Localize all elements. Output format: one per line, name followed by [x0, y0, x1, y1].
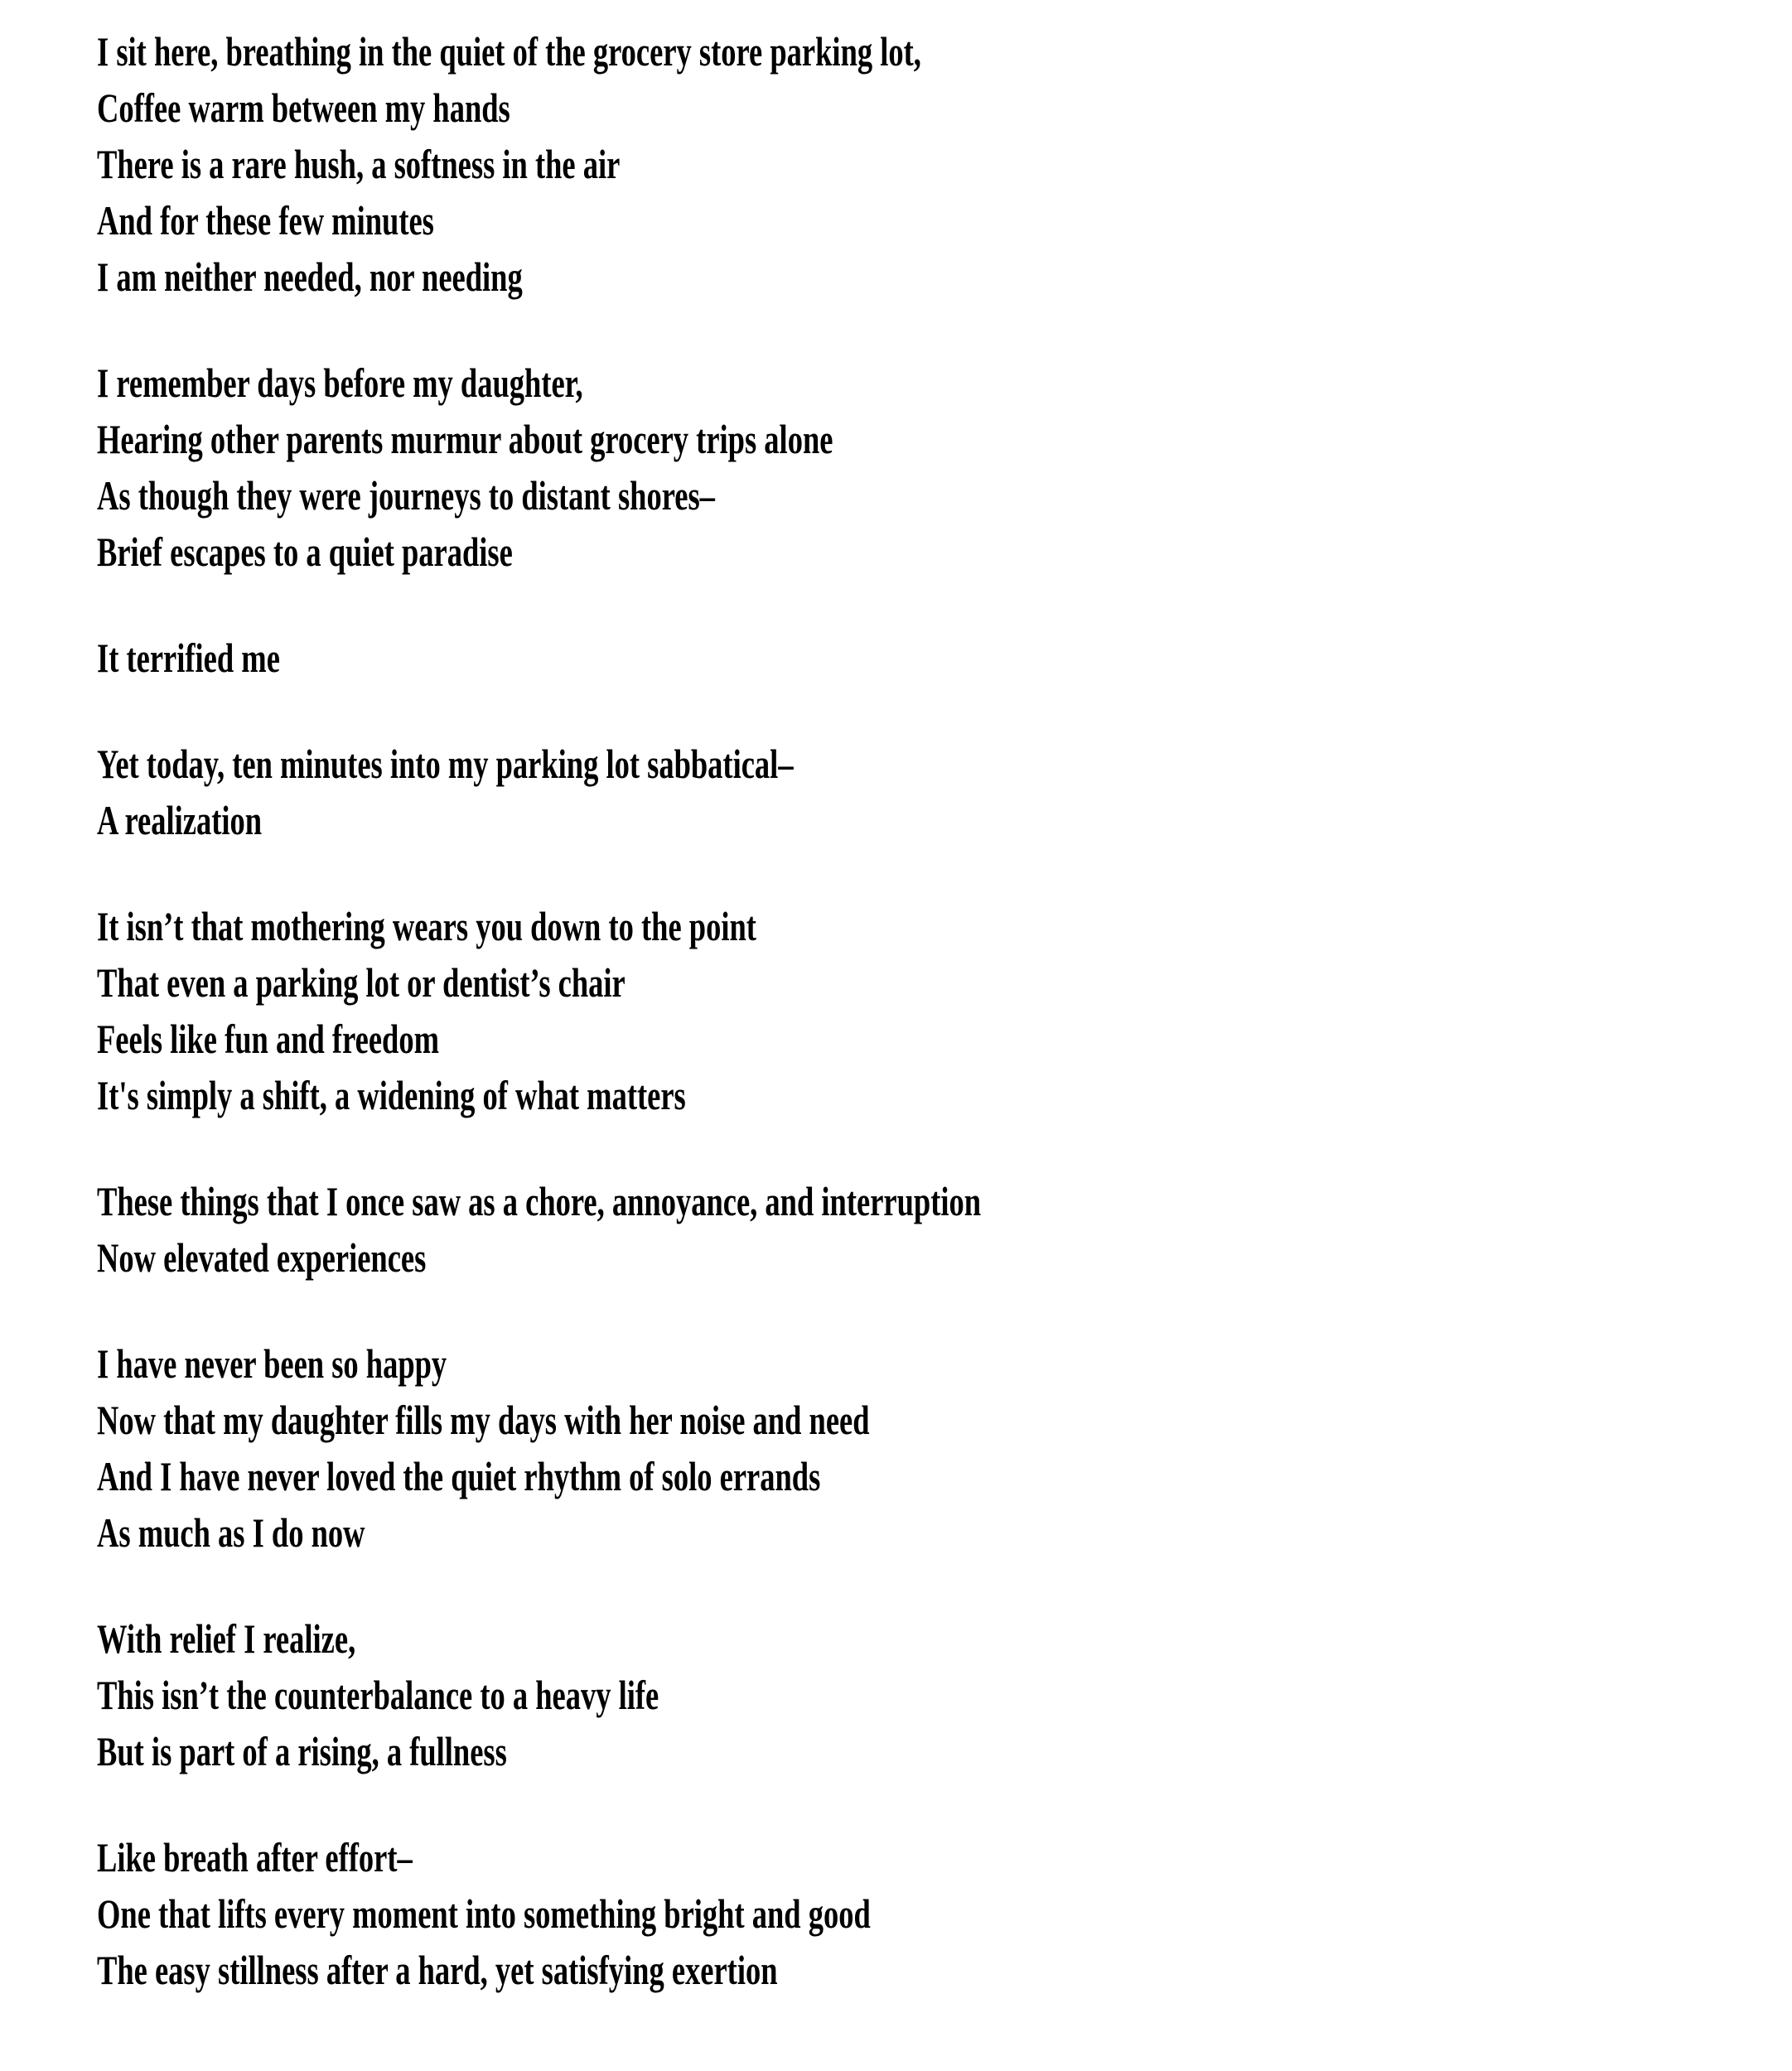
poem-line: Now that my daughter fills my days with her noise and need: [97, 1397, 870, 1443]
stanza: [97, 23, 981, 305]
poem-line: There is a rare hush, a softness in the air: [97, 141, 621, 187]
poem-line: And I have never loved the quiet rhythm of solo errands: [97, 1453, 821, 1499]
poem-line: But is part of a rising, a fullness: [97, 1728, 507, 1774]
poem-line: It isn’t that mothering wears you down to the point: [97, 903, 756, 949]
poem-line: Like breath after effort–: [97, 1834, 413, 1880]
poem-line: These things that I once saw as a chore, annoyance, and interruption: [97, 1178, 982, 1224]
stanza: [97, 1829, 981, 1998]
poem-line: As though they were journeys to distant shores–: [97, 472, 715, 519]
poem-line: That even a parking lot or dentist’s chair: [97, 959, 626, 1006]
poem-line: The easy stillness after a hard, yet satisfying exertion: [97, 1947, 778, 1993]
poem-line: Hearing other parents murmur about grocery trips alone: [97, 416, 833, 462]
poem-line: With relief I realize,: [97, 1615, 356, 1662]
poem-line: I sit here, breathing in the quiet of the grocery store parking lot,: [97, 28, 921, 75]
stanza: [97, 736, 981, 848]
poem-line: This isn’t the counterbalance to a heavy life: [97, 1672, 659, 1718]
poem-line: I have never been so happy: [97, 1340, 447, 1387]
poem-line: It's simply a shift, a widening of what matters: [97, 1072, 686, 1118]
poem-line: Brief escapes to a quiet paradise: [97, 529, 513, 575]
poem-line: Now elevated experiences: [97, 1234, 427, 1281]
poem-line: Feels like fun and freedom: [97, 1016, 439, 1062]
poem-line: And for these few minutes: [97, 197, 434, 244]
poem-line: I am neither needed, nor needing: [97, 253, 523, 300]
stanza: [97, 898, 981, 1123]
stanza: [97, 1610, 981, 1779]
stanza: [97, 355, 981, 580]
stanza: [97, 630, 981, 686]
poem-line: One that lifts every moment into something bright and good: [97, 1890, 871, 1937]
poem-line: As much as I do now: [97, 1509, 365, 1556]
poem-line: I remember days before my daughter,: [97, 360, 583, 406]
stanza: [97, 1335, 981, 1561]
poem-line: Coffee warm between my hands: [97, 84, 510, 131]
poem-line: A realization: [97, 797, 263, 843]
stanza: [97, 1173, 981, 1286]
poem-line: It terrified me: [97, 635, 280, 681]
poem-text: [97, 23, 981, 1998]
poem-line: Yet today, ten minutes into my parking lot sabbatical–: [97, 741, 794, 787]
